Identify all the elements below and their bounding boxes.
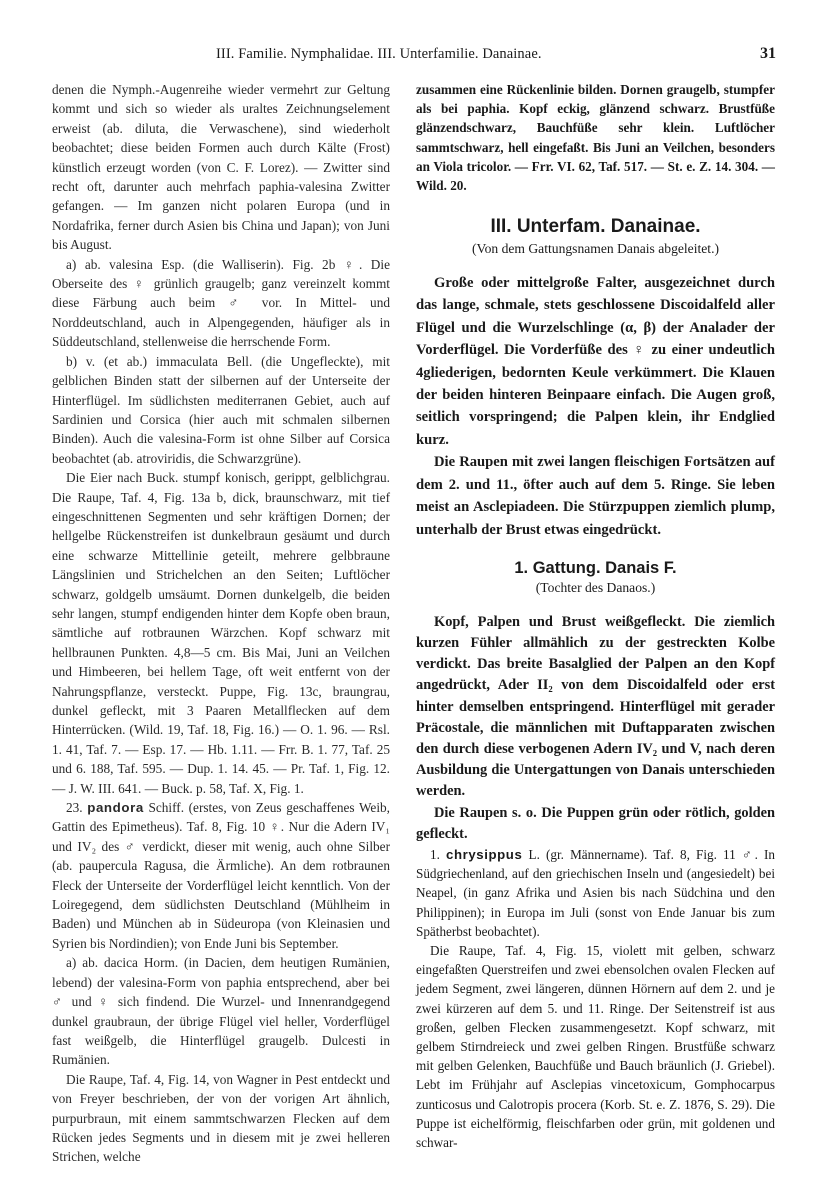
paragraph: a) ab. dacica Horm. (in Dacien, dem heutigen Rumänien, lebend) der valesina-Form von paphia entsprechend, aber bei ♂ und ♀ sich findend. Die Wurzel- und Innenrandgegend dunkel graubraun, der übrige Flügel viel heller, Vorderflügel fast weißgelb, die Hinterflügel graugelb. Dulcesti in Rumänien. xyxy=(52,955,390,1068)
species-text: L. (gr. Männername). Taf. 8, Fig. 11 ♂. In Südgriechenland, auf den griechischen Inseln und (angesiedelt) bei Neapel, (in ganz Afrika und Asien bis nach Südchina und den Philippinen); in Europa im Juli (sonst von Ende Januar bis zum Spätherbst beobachtet). xyxy=(416,846,776,939)
right-column xyxy=(416,80,775,1152)
section-title: III. Unterfam. Danainae. xyxy=(490,216,701,238)
section-subtitle: (Von dem Gattungsnamen Danais abgeleitet.) xyxy=(471,240,719,256)
paragraph: Große oder mittelgroße Falter, ausgezeichnet durch das lange, schmale, stets geschlossene Discoidalfeld aller Flügel und die Wurzelschlinge (α, β) der Analader der Vorderflügel. Die Vorderfüße des ♀ zu einer undeutlich 4gliederigen, bedornten Keule verkümmert. Die Klauen der beiden hinteren Beinpaare einfach. Die Augen groß, seitlich vorspringend; die Palpen klein, ihr Endglied kurz. xyxy=(416,275,775,448)
species-name: pandora xyxy=(87,800,144,816)
paragraph: Die Raupen mit zwei langen fleischigen Fortsätzen auf dem 2. und 11., öfter auch auf dem 5. Ringe. Sie leben meist an Asclepiadeen. Die Stürzpuppen ziemlich plump, unterhalb der Brust etwas eingedrückt. xyxy=(416,454,775,538)
genus-description xyxy=(416,612,775,845)
genus-subtitle: (Tochter des Danaos.) xyxy=(535,580,656,596)
paragraph: Die Raupe, Taf. 4, Fig. 14, von Wagner in Pest entdeckt und von Freyer beschrieben, der von der vorigen Art ähnlich, purpurbraun, mit einem sammtschwarzen Flecken auf dem Rücken jedes Segments und in diesem mit je zwei helleren Strichen, welche xyxy=(52,1071,390,1165)
paragraph: Die Raupen s. o. Die Puppen grün oder rötlich, golden gefleckt. xyxy=(416,804,775,842)
paragraph: zusammen eine Rückenlinie bilden. Dornen graugelb, stumpfer als bei paphia. Kopf eckig, glänzend schwarz. Brustfüße glänzendschwarz, Bauchfüße sehr klein. Luftlöcher sammtschwarz, hell eingefaßt. Bis Juni an Veilchen, besonders an Viola tricolor. — Frr. VI. 62, Taf. 517. — St. e. Z. 14. 304. — Wild. 20. xyxy=(416,82,775,194)
species-name: chrysippus xyxy=(446,846,523,862)
species-entry xyxy=(52,798,390,953)
page-header xyxy=(0,40,821,66)
species-number: 1. xyxy=(430,846,440,862)
paragraph: Die Eier nach Buck. stumpf konisch, gerippt, gelblichgrau. Die Raupe, Taf. 4, Fig. 13a b, dick, braunschwarz, mit tief eingeschnittenen Segmenten und sehr kräftigen Dornen; der hellgelbe Rückenstreifen ist dunkelbraun gesäumt und durch eine schwarze Mittellinie geteilt, mehrere gelbbraune Längslinien und Strichelchen an den Seiten; Luftlöcher schwarz, goldgelb umsäumt. Dornen dunkelgelb, die beiden sehr langen, stumpf endigenden hinter dem Kopfe oben braun, sämtliche auf rotbraunen Wärzchen. Kopf schwarz mit hellbraunen Punkten. 4,8—5 cm. Bis Mai, Juni an Veilchen und Himbeeren, bei hellem Tage, oft weit entfernt von der Nahrungspflanze, versteckt. Puppe, Fig. 13c, braungrau, dunkel gefleckt, mit 3 Paaren Metallflecken auf dem Hinterrücken. (Wild. 19, Taf. 18, Fig. 16.) — O. 1. 96. — Rsl. 1. 41, Taf. 7. — Esp. 17. — Hb. 1.11. — Frr. B. 1. 77, Taf. 25 und 6. 188, Taf. 595. — Dup. 1. 14. 45. — Pr. Taf. 1, Fig. 12. — J. W. III. 641. — Buck. p. 58, Taf. X, Fig. 1. xyxy=(52,470,390,796)
paragraph: a) ab. valesina Esp. (die Walliserin). Fig. 2b ♀. Die Oberseite des ♀ grünlich graugelb; ganz vereinzelt kommt diese Färbung auch beim ♂ vor. In Mittel- und Norddeutschland, auch in Alpengegenden, häufiger als in Süddeutschland, stellenweise die herrschende Form. xyxy=(52,256,390,350)
paragraph: Kopf, Palpen und Brust weißgefleckt. Die ziemlich kurzen Fühler allmählich zu der gestreckten Kolbe verdickt. Das breite Basalglied der Palpen an den Kopf angedrückt, Ader II₂ von dem Discoidalfeld oder erst hinter demselben entspringend. Hinterflügel mit gerader Präcostale, die männlichen mit Duftapparaten zwischen den durch diese verbogenen Adern IV₂ und V, nach deren Ausbildung die Untergattungen von Danais unterschieden werden. xyxy=(416,613,775,800)
section-intro xyxy=(416,272,775,541)
running-title: III. Familie. Nymphalidae. III. Unterfamilie. Danainae. xyxy=(216,46,542,62)
paragraph: denen die Nymph.-Augenreihe wieder vermehrt zur Geltung kommt und sich so wieder als uraltes Zeichnungselement erweist (ab. diluta, die Verwaschene), sind wiederholt beobachtet; diese beiden Formen auch durch Kälte (Frost) künstlich erzeugt worden (von C. F. Lorez). — Zwitter sind recht oft, darunter auch mehrfach paphia-valesina Zwitter gefangen. — Im ganzen nicht polaren Europa (und in Nordafrika, ferner durch Asien bis China und Japan); von Juni bis August. xyxy=(52,82,390,253)
page-number: 31 xyxy=(760,45,776,62)
species-text: Schiff. (erstes, von Zeus geschaffenes Weib, Gattin des Epimetheus). Taf. 8, Fig. 10 ♀. Nur die Adern IV₁ und IV₂ des ♂ verdickt, dieser mit wenig, auch ohne Silber (ab. paupercula Ragusa, die Ärmliche). An dem rotbraunen Fleck der Unterseite der Vorderflügel leicht kenntlich. Von der Loiregegend, dem südlichsten Deutschland (Mühlheim in Baden) und München ab in Südeuropa (von Kleinasien und Syrien bis Nordindien); von Ende Juni bis September. xyxy=(52,800,391,951)
species-entry xyxy=(416,845,775,941)
paragraph: b) v. (et ab.) immaculata Bell. (die Ungefleckte), mit gelblichen Binden statt der silbernen auf der Unterseite der Hinterflügel. Im südlichsten mediterranen Gebiet, auch auf Sardinien und Corsica (hier auch mit schmalen silbernen Binden). Auch die valesina-Form ist ohne Silber auf Corsica beobachtet (ab. atroviridis, die Schwarzgrüne). xyxy=(52,353,390,466)
left-column xyxy=(52,80,390,1167)
paragraph: Die Raupe, Taf. 4, Fig. 15, violett mit gelben, schwarz eingefaßten Querstreifen und zwei ebensolchen ovalen Flecken auf jedem Segment, zwei längeren, dünnen Hörnern auf dem 2. und je zwei kürzeren auf dem 5. und 11. Ringe. Der Seitenstreif ist aus großen, gelben Flecken zusammengesetzt. Kopf schwarz, mit gelbem Stirndreieck und zwei gelben Ringen. Brustfüße schwarz mit gelben Gelenken, Bauchfüße und Bauch bräunlich (J. Griebel). Lebt im Frühjahr auf Asclepias vincetoxicum, Gomphocarpus zunticosus und Calotropis procera (Korb. St. e. Z. 1876, S. 29). Die Puppe ist eichelförmig, fleischfarben oder grün, mit goldenen und schwar- xyxy=(416,942,775,1150)
genus-title: 1. Gattung. Danais F. xyxy=(514,558,677,577)
species-number: 23. xyxy=(66,800,83,816)
